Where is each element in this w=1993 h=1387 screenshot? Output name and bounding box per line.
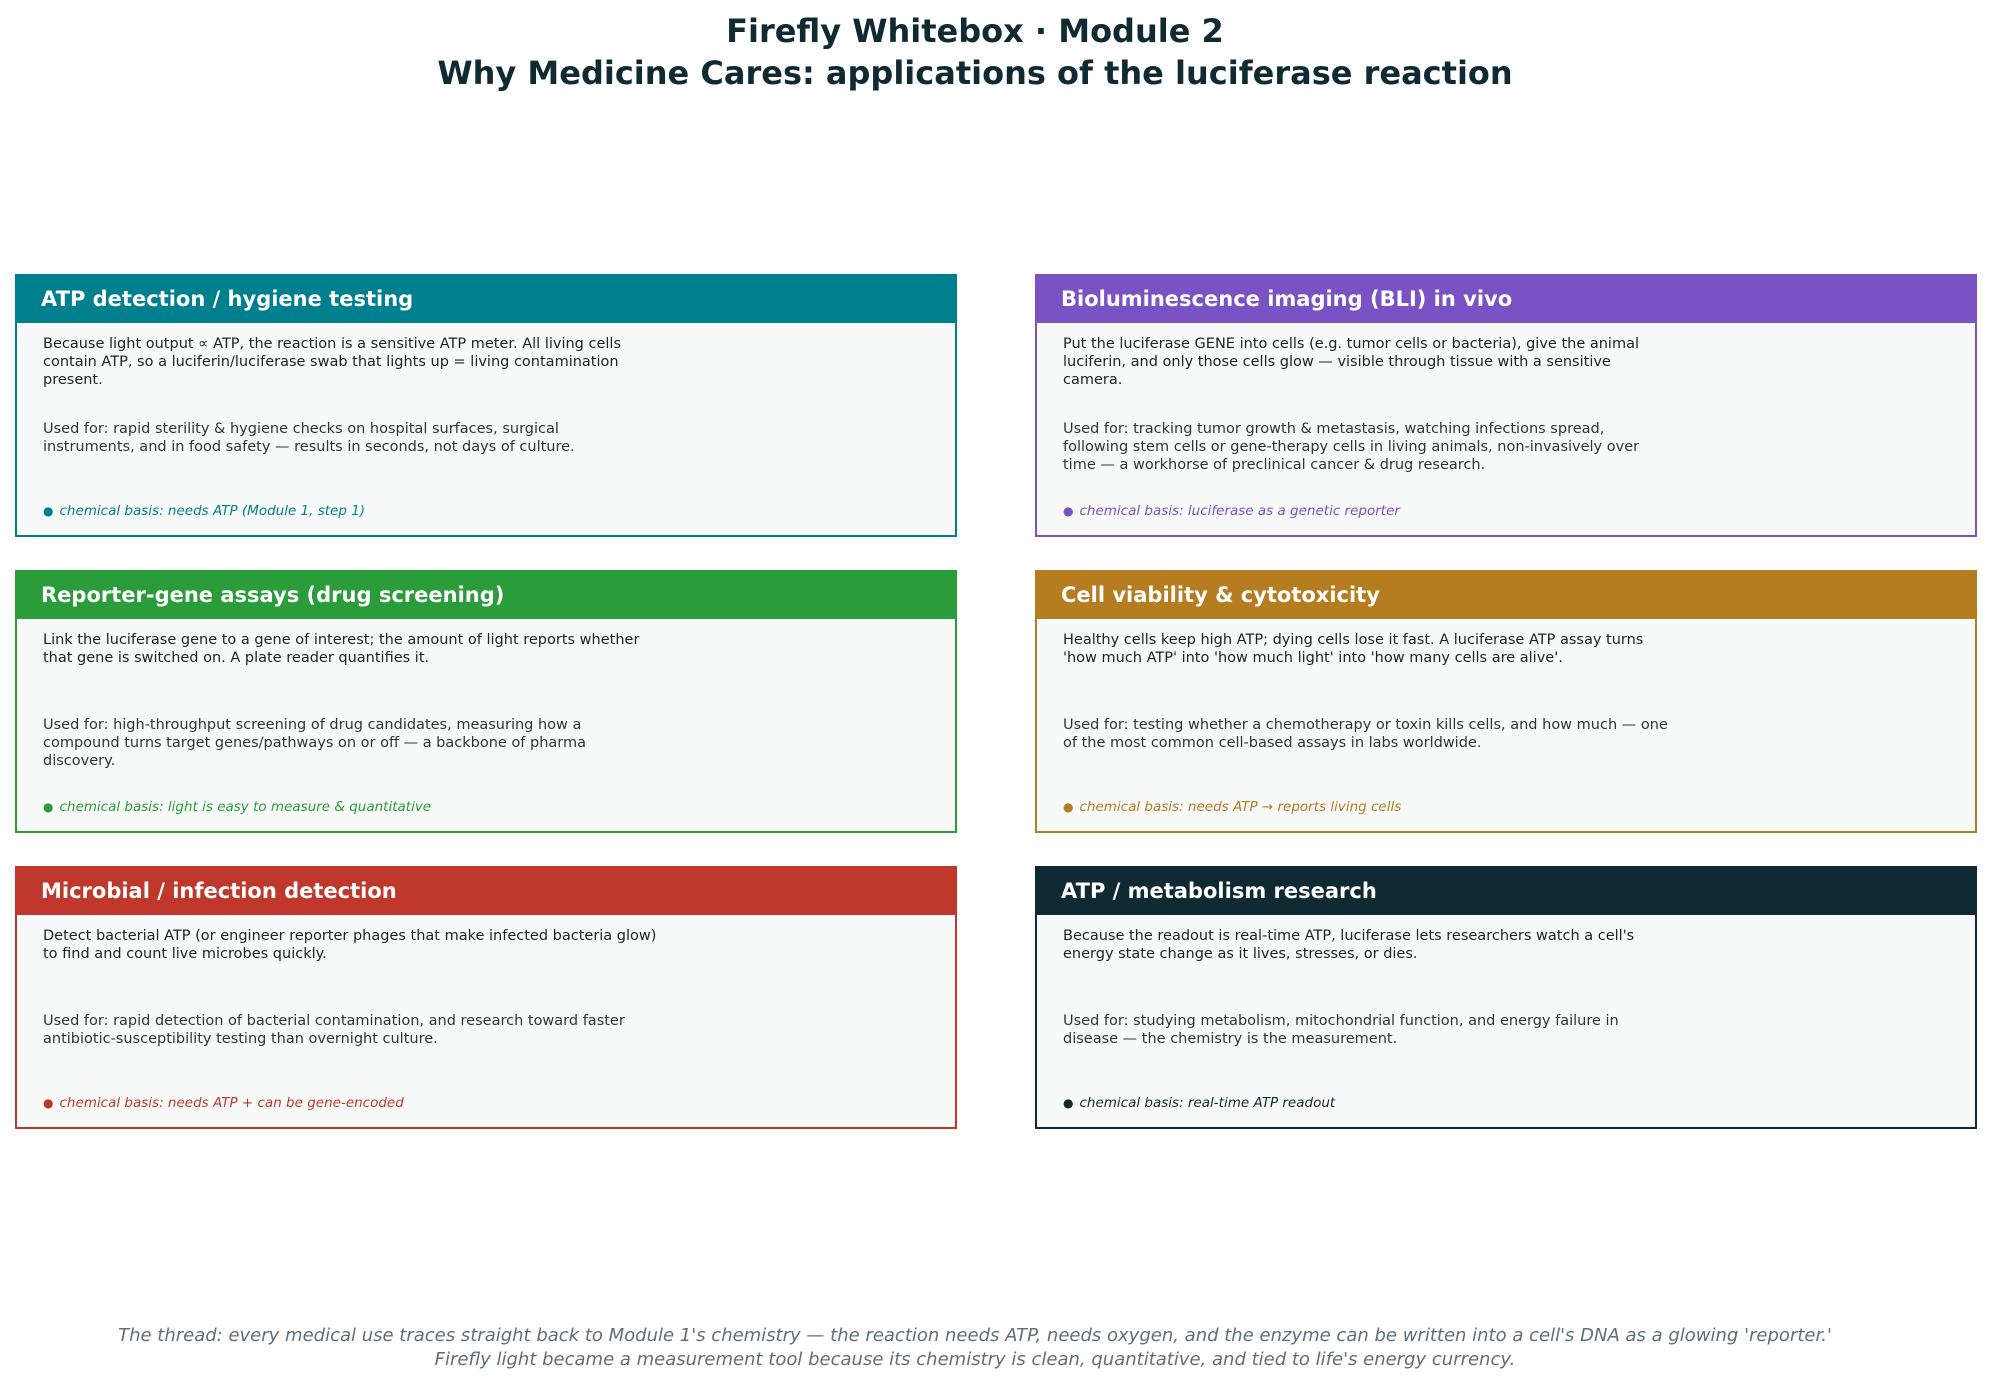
title-line-2: Why Medicine Cares: applications of the luciferase reaction — [437, 54, 1513, 92]
card-chemical-basis — [1063, 1095, 1335, 1111]
page-title — [0, 10, 1950, 94]
card-title: Microbial / infection detection — [17, 868, 955, 915]
card-description: Because the readout is real-time ATP, luciferase lets researchers watch a cell's energy state change as it lives, stresses, or dies. — [1063, 928, 1635, 962]
bullet-icon: ● — [43, 1096, 54, 1110]
card-basis-text: chemical basis: needs ATP → reports living cells — [1079, 799, 1402, 815]
card-description: Detect bacterial ATP (or engineer reporter phages that make infected bacteria glow) to find and count live microbes quickly. — [43, 928, 657, 962]
card-description: Because light output ∝ ATP, the reaction is a sensitive ATP meter. All living cells contain ATP, so a luciferin/luciferase swab that lights up = living contamination present. — [43, 336, 621, 388]
title-line-1: Firefly Whitebox · Module 2 — [726, 12, 1224, 50]
card-chemical-basis — [1063, 799, 1401, 815]
card-atp-detection — [15, 274, 957, 537]
card-basis-text: chemical basis: light is easy to measure & quantitative — [59, 799, 432, 815]
card-title: ATP detection / hygiene testing — [17, 276, 955, 323]
bullet-icon: ● — [1063, 800, 1074, 814]
card-chemical-basis — [43, 799, 431, 815]
footer-line-2: Firefly light became a measurement tool because its chemistry is clean, quantitative, and tied to life's energy currency. — [434, 1349, 1516, 1370]
card-used-for: Used for: rapid detection of bacterial contamination, and research toward faster antibiotic-susceptibility testing than overnight culture. — [43, 1013, 625, 1047]
card-title: Reporter-gene assays (drug screening) — [17, 572, 955, 619]
footer-line-1: The thread: every medical use traces straight back to Module 1's chemistry — the reaction needs ATP, needs oxygen, and the enzyme can be written into a cell's DNA as a glowing 'reporter.' — [118, 1325, 1832, 1346]
card-description: Link the luciferase gene to a gene of interest; the amount of light reports whether that gene is switched on. A plate reader quantifies it. — [43, 632, 640, 666]
card-bli-in-vivo — [1035, 274, 1977, 537]
card-used-for: Used for: studying metabolism, mitochondrial function, and energy failure in disease — the chemistry is the measurement. — [1063, 1013, 1619, 1047]
card-chemical-basis — [43, 1095, 404, 1111]
card-chemical-basis — [43, 503, 365, 519]
card-title: Cell viability & cytotoxicity — [1037, 572, 1975, 619]
card-metabolism-research — [1035, 866, 1977, 1129]
card-basis-text: chemical basis: needs ATP + can be gene-encoded — [59, 1095, 404, 1111]
card-reporter-gene-assays — [15, 570, 957, 833]
card-description: Put the luciferase GENE into cells (e.g. tumor cells or bacteria), give the animal luciferin, and only those cells glow — visible through tissue with a sensitive camera. — [1063, 336, 1639, 388]
card-used-for: Used for: rapid sterility & hygiene checks on hospital surfaces, surgical instruments, and in food safety — results in seconds, not days of culture. — [43, 421, 575, 455]
card-description: Healthy cells keep high ATP; dying cells lose it fast. A luciferase ATP assay turns 'how much ATP' into 'how much light' into 'how many cells are alive'. — [1063, 632, 1644, 666]
card-used-for: Used for: high-throughput screening of drug candidates, measuring how a compound turns target genes/pathways on or off — a backbone of pharma discovery. — [43, 717, 587, 769]
bullet-icon: ● — [43, 800, 54, 814]
footer-note — [0, 1324, 1950, 1372]
card-used-for: Used for: testing whether a chemotherapy or toxin kills cells, and how much — one of the most common cell-based assays in labs worldwide. — [1063, 717, 1668, 751]
bullet-icon: ● — [1063, 1096, 1074, 1110]
card-basis-text: chemical basis: luciferase as a genetic reporter — [1079, 503, 1400, 519]
bullet-icon: ● — [1063, 504, 1074, 518]
card-chemical-basis — [1063, 503, 1400, 519]
card-title: ATP / metabolism research — [1037, 868, 1975, 915]
card-basis-text: chemical basis: needs ATP (Module 1, step 1) — [59, 503, 366, 519]
card-basis-text: chemical basis: real-time ATP readout — [1079, 1095, 1336, 1111]
card-used-for: Used for: tracking tumor growth & metastasis, watching infections spread, following stem cells or gene-therapy cells in living animals, non-invasively over time — a workhorse of preclinical cancer & drug research. — [1063, 421, 1640, 473]
bullet-icon: ● — [43, 504, 54, 518]
card-title: Bioluminescence imaging (BLI) in vivo — [1037, 276, 1975, 323]
card-microbial-detection — [15, 866, 957, 1129]
card-cell-viability — [1035, 570, 1977, 833]
